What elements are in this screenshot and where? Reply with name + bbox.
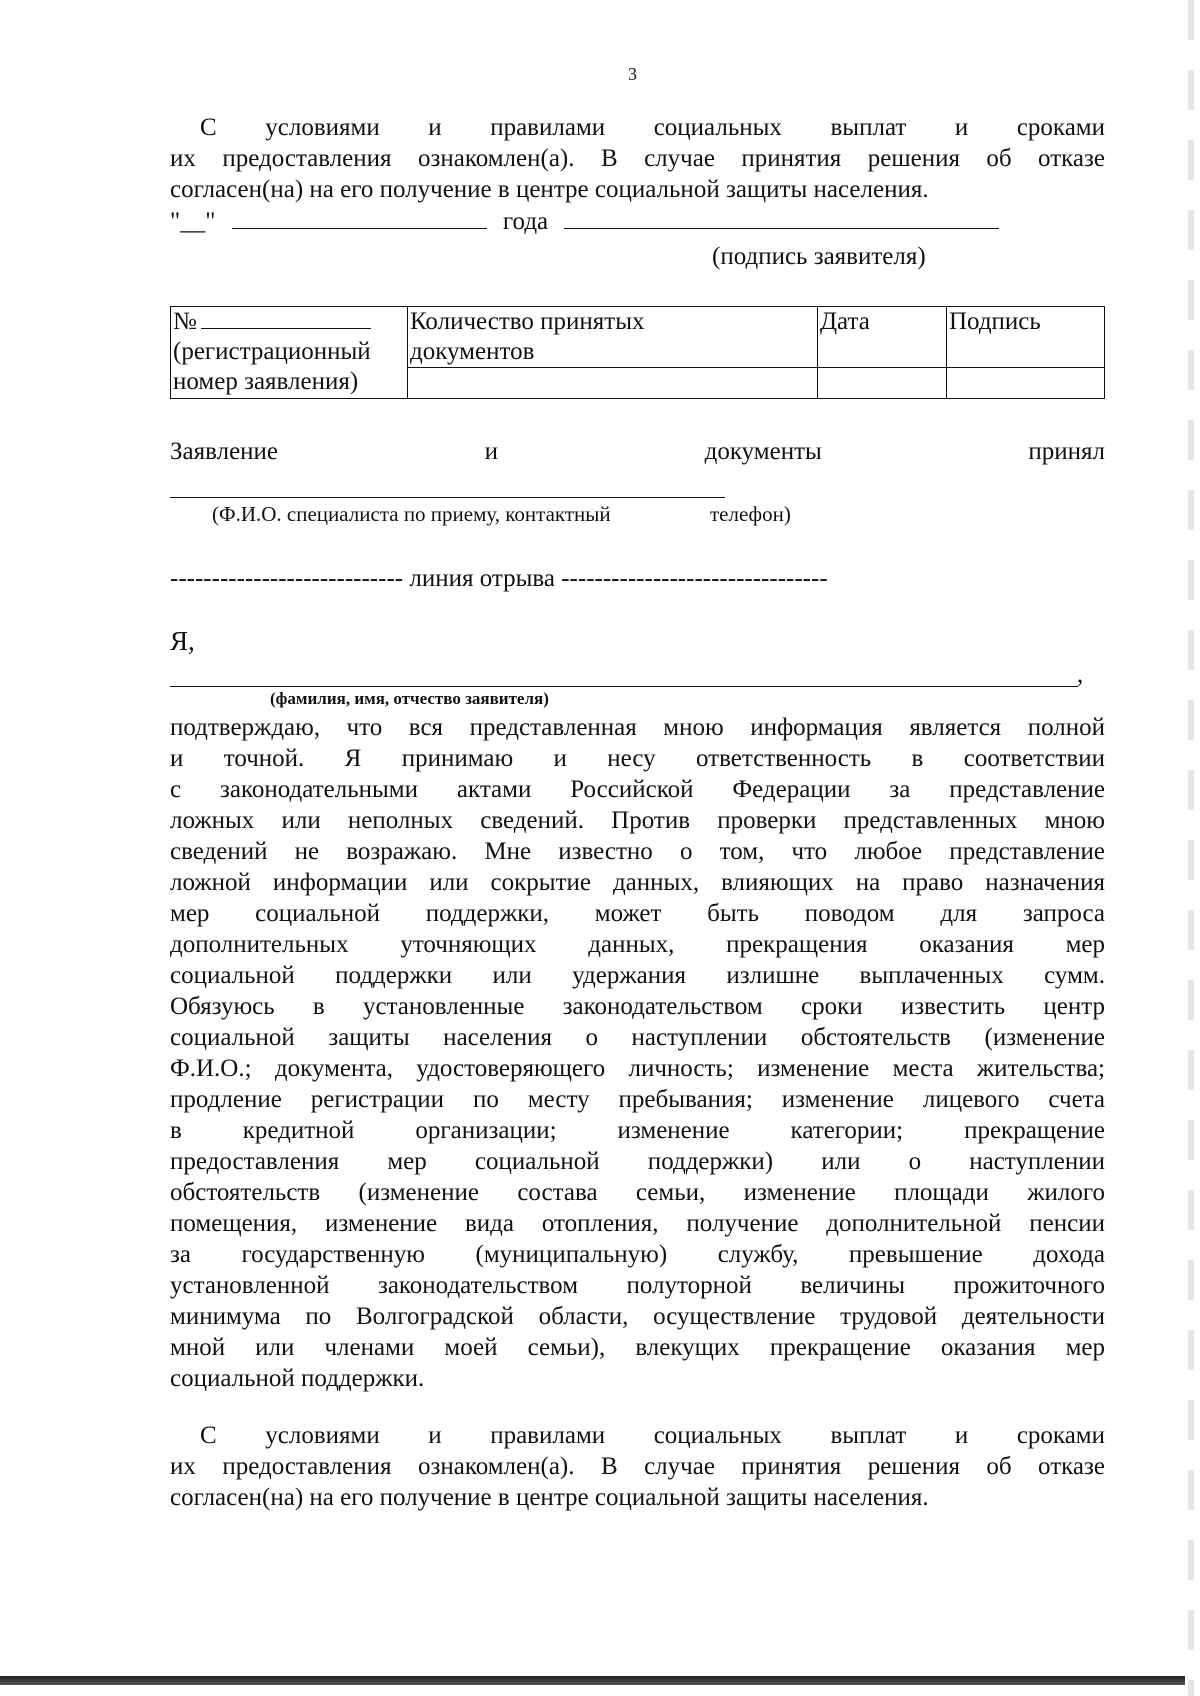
declaration-line: подтверждаю, что вся представленная мною информация является полной	[170, 714, 1105, 741]
number-sign: №	[173, 307, 405, 337]
declaration-line: обстоятельств (изменение состава семьи, изменение площади жилого	[170, 1179, 1105, 1206]
declaration-line: мной или членами моей семьи), влекущих прекращение оказания мер	[170, 1334, 1105, 1361]
tear-line: ---------------------------- линия отрыва --------------------------------	[170, 565, 828, 592]
declaration-line: ложной информации или сокрытие данных, влияющих на право назначения	[170, 869, 1105, 896]
intro-line: их предоставления ознакомлен(а). В случае принятия решения об отказе	[170, 145, 1105, 172]
specialist-caption-phone: телефон)	[710, 502, 791, 526]
declaration-line: дополнительных уточняющих данных, прекращения оказания мер	[170, 931, 1105, 958]
signature-caption: (подпись заявителя)	[712, 243, 926, 270]
declaration-line: предоставления мер социальной поддержки) или о наступлении	[170, 1148, 1105, 1175]
specialist-blank-line	[170, 497, 725, 498]
declaration-line: установленной законодательством полуторной величины прожиточного	[170, 1272, 1105, 1299]
intro-line: согласен(на) на его получение в центре социальной защиты населения.	[170, 176, 929, 203]
outro-line: их предоставления ознакомлен(а). В случае принятия решения об отказе	[170, 1453, 1105, 1480]
declaration-line: Обязуюсь в установленные законодательством сроки известить центр	[170, 993, 1105, 1020]
table-row	[171, 307, 1105, 368]
page-number: 3	[628, 64, 637, 84]
applicant-name-blank-line	[170, 686, 1078, 687]
declaration-line: Ф.И.О.; документа, удостоверяющего личность; изменение места жительства;	[170, 1055, 1105, 1082]
ya-label: Я,	[170, 626, 195, 656]
declaration-line: и точной. Я принимаю и несу ответственность в соответствии	[170, 745, 1105, 772]
declaration-line: минимума по Волгоградской области, осуществление трудовой деятельности	[170, 1303, 1105, 1330]
day-quote: "__"	[170, 208, 216, 235]
year-word: года	[502, 208, 549, 235]
declaration-line: мер социальной поддержки, может быть поводом для запроса	[170, 900, 1105, 927]
declaration-line: сведений не возражаю. Мне известно о том, что любое представление	[170, 838, 1105, 865]
intro-paragraph	[170, 112, 1105, 205]
acceptance-line: Заявление и документы принял	[170, 438, 1106, 465]
registration-table	[170, 306, 1105, 399]
signature-header: Подпись	[947, 307, 1105, 368]
declaration-line: социальной поддержки или удержания излишне выплаченных сумм.	[170, 962, 1105, 989]
reg-number-label: номер заявления)	[173, 368, 359, 395]
reg-number-cell	[171, 307, 408, 399]
outro-paragraph	[170, 1420, 1105, 1513]
declaration-line: за государственную (муниципальную) службу, превышение дохода	[170, 1241, 1105, 1268]
signature-blank-line	[564, 210, 999, 229]
outro-line: С условиями и правилами социальных выплат и сроками	[200, 1422, 1105, 1449]
signature-cell	[947, 368, 1105, 399]
intro-line: С условиями и правилами социальных выплат и сроками	[200, 114, 1105, 141]
date-signature-row	[170, 208, 999, 236]
declaration-line: ложных или неполных сведений. Против проверки представленных мною	[170, 807, 1105, 834]
declaration-line: социальной защиты населения о наступлении обстоятельств (изменение	[170, 1024, 1105, 1051]
declaration-line: с законодательными актами Российской Федерации за представление	[170, 776, 1105, 803]
declaration-line: в кредитной организации; изменение категории; прекращение	[170, 1117, 1105, 1144]
declaration-paragraph	[170, 712, 1105, 1394]
outro-line: согласен(на) на его получение в центре социальной защиты населения.	[170, 1484, 929, 1511]
date-header: Дата	[818, 307, 947, 368]
applicant-name-comma: ,	[1077, 661, 1084, 688]
scan-edge-marks	[1188, 0, 1194, 1696]
doc-count-header: Количество принятых документов	[408, 307, 818, 368]
scan-bottom-edge	[0, 1676, 1185, 1685]
reg-number-blank	[201, 308, 371, 329]
fio-caption: (фамилия, имя, отчество заявителя)	[270, 689, 549, 708]
declaration-line: помещения, изменение вида отопления, получение дополнительной пенсии	[170, 1210, 1105, 1237]
declaration-line: социальной поддержки.	[170, 1365, 425, 1392]
declaration-line: продление регистрации по месту пребывания; изменение лицевого счета	[170, 1086, 1105, 1113]
specialist-caption: (Ф.И.О. специалиста по приему, контактный	[212, 502, 611, 526]
doc-count-cell	[408, 368, 818, 399]
month-blank-line	[232, 210, 487, 229]
date-cell	[818, 368, 947, 399]
reg-number-label: (регистрационный	[173, 338, 371, 365]
